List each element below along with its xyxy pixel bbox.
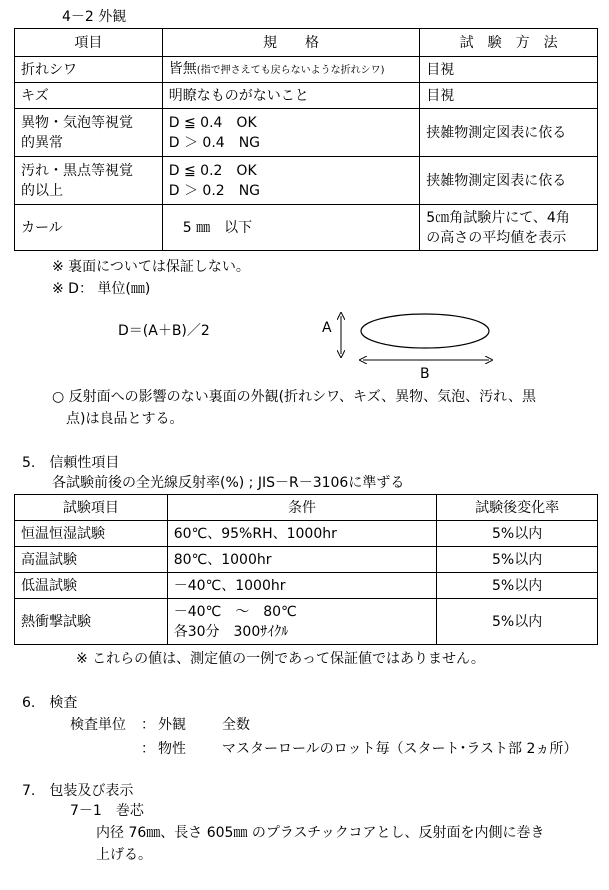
row-item: キズ (15, 83, 163, 109)
header-method: 試 験 方 法 (420, 29, 598, 57)
formula: D＝(A＋B)／2 (118, 323, 210, 339)
reliability-table (14, 494, 598, 645)
row-method: 目視 (420, 57, 598, 83)
defect-ellipse (361, 314, 489, 348)
table-header-row (15, 29, 598, 57)
inspection-sep: ： (141, 741, 155, 757)
row-spec: 明瞭なものがないこと (162, 83, 420, 109)
table-row (15, 83, 598, 109)
table-row (15, 599, 598, 645)
header-change-rate: 試験後変化率 (437, 495, 598, 521)
section-heading-reliability: 5. 信頼性項目 (22, 455, 120, 471)
inspection-value-appearance: 全数 (222, 717, 250, 733)
good-product-note: ○ 反射面への影響のない裏面の外観(折れシワ、キズ、異物、気泡、汚れ、黒 点)は良品とする。 (52, 389, 536, 427)
note-backside: ※ 裏面については保証しない。 (52, 259, 250, 275)
table-row (15, 57, 598, 83)
packaging-subheading: 7－1 巻芯 (70, 803, 144, 819)
header-condition: 条件 (167, 495, 437, 521)
test-condition: 80℃、1000hr (167, 547, 437, 573)
table-row (15, 547, 598, 573)
test-item: 低温試験 (15, 573, 168, 599)
label-a: A (322, 320, 332, 336)
test-condition: 60℃、95%RH、1000hr (167, 521, 437, 547)
test-item: 熱衝撃試験 (15, 599, 168, 645)
row-spec: D ≦ 0.2 OK D ＞ 0.2 NG (162, 157, 420, 205)
row-method: 挟雑物測定図表に依る (420, 109, 598, 157)
table-row (15, 157, 598, 205)
row-item: 折れシワ (15, 57, 163, 83)
test-item: 高温試験 (15, 547, 168, 573)
header-spec: 規 格 (162, 29, 420, 57)
row-item: カール (15, 205, 163, 251)
inspection-unit-label: 検査単位 (70, 717, 126, 733)
spec-note: (指で押さえても戻らないような折れシワ) (196, 64, 385, 76)
header-item: 項目 (15, 29, 163, 57)
table-header-row (15, 495, 598, 521)
appearance-table (14, 28, 598, 251)
section-heading-appearance: 4－2 外観 (62, 9, 127, 25)
test-condition: －40℃、1000hr (167, 573, 437, 599)
inspection-sep: ： (141, 717, 155, 733)
reliability-subheading: 各試験前後の全光線反射率(%) ; JIS－R－3106に準ずる (52, 475, 405, 491)
test-change: 5%以内 (437, 599, 598, 645)
spec-main: 皆無 (168, 60, 197, 77)
row-item: 異物・気泡等視覚 的異常 (15, 109, 163, 157)
section-heading-packaging: 7. 包装及び表示 (22, 783, 134, 799)
packaging-text: 内径 76㎜、長さ 605㎜ のプラスチックコアとし、反射面を内側に巻き 上げる。 (96, 825, 545, 863)
row-spec: D ≦ 0.4 OK D ＞ 0.4 NG (162, 109, 420, 157)
inspection-value-property: マスターロールのロット毎（スタート･ラスト部 2ヵ所） (222, 741, 578, 757)
note-unit: ※ D： 単位(㎜) (52, 281, 151, 297)
table-row (15, 521, 598, 547)
row-method: 5㎝角試験片にて、4角 の高さの平均値を表示 (420, 205, 598, 251)
section-heading-inspection: 6. 検査 (22, 695, 78, 711)
test-change: 5%以内 (437, 573, 598, 599)
header-test-item: 試験項目 (15, 495, 168, 521)
test-change: 5%以内 (437, 521, 598, 547)
measurement-diagram (316, 308, 506, 384)
label-b: B (420, 366, 430, 382)
test-condition: －40℃ ～ 80℃ 各30分 300ｻｲｸﾙ (167, 599, 437, 645)
row-method: 挟雑物測定図表に依る (420, 157, 598, 205)
row-spec (162, 57, 420, 83)
inspection-key-appearance: 外観 (158, 717, 186, 733)
reliability-note: ※ これらの値は、測定値の一例であって保証値ではありません。 (76, 651, 485, 667)
table-row (15, 109, 598, 157)
inspection-key-property: 物性 (158, 741, 186, 757)
row-method: 目視 (420, 83, 598, 109)
test-item: 恒温恒湿試験 (15, 521, 168, 547)
row-spec: 5 ㎜ 以下 (162, 205, 420, 251)
row-item: 汚れ・黒点等視覚 的以上 (15, 157, 163, 205)
table-row (15, 573, 598, 599)
table-row (15, 205, 598, 251)
test-change: 5%以内 (437, 547, 598, 573)
